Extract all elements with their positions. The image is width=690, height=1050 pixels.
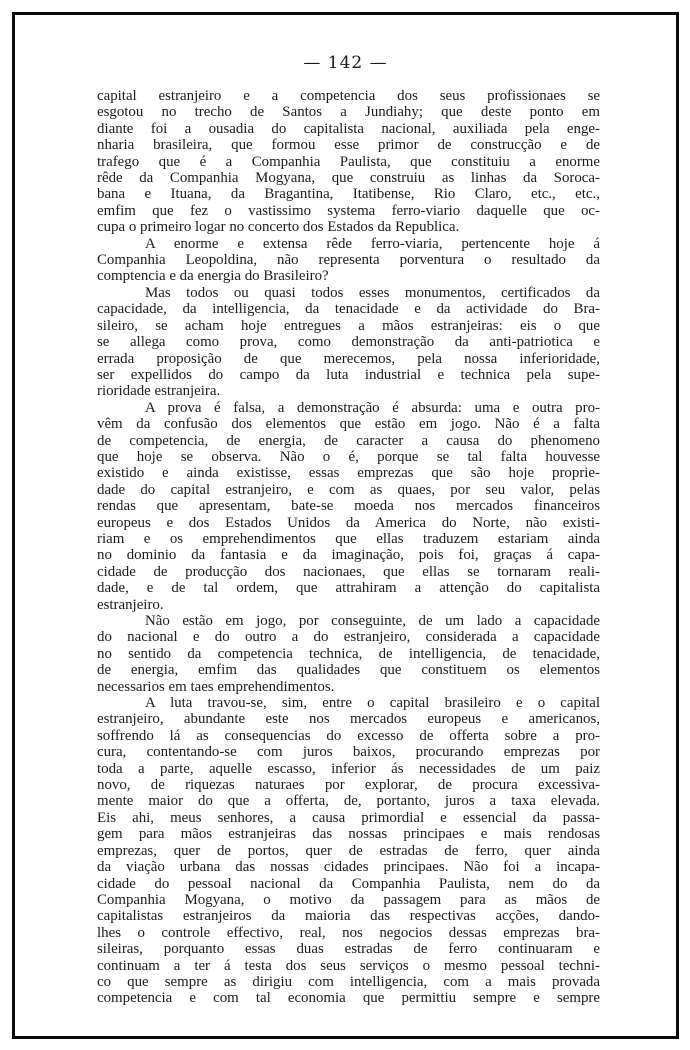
paragraph bbox=[97, 400, 600, 613]
paragraph bbox=[97, 613, 600, 695]
text-line: novo, de riquezas naturaes por explorar, de procura excessiva- bbox=[97, 777, 600, 794]
text-line: esgotou no trecho de Santos a Jundiahy; que deste ponto em bbox=[97, 104, 600, 121]
text-line: ser expellidos do campo da luta industrial e technica pela supe- bbox=[97, 366, 600, 383]
text-line: riam e os emprehendimentos que ellas traduzem estariam ainda bbox=[97, 530, 600, 547]
text-line: rêde da Companhia Mogyana, que construiu as linhas da Soroca- bbox=[97, 170, 600, 187]
text-line: capital estranjeiro e a competencia dos seus profissionaes se bbox=[97, 88, 600, 104]
text-line: A prova é falsa, a demonstração é absurda: uma e outra pro- bbox=[145, 399, 600, 416]
text-line: soffrendo lá as consequencias do excesso de offerta sobre a pro- bbox=[97, 727, 600, 744]
text-line: errada proposição de que merecemos, pela nossa inferioridade, bbox=[97, 350, 600, 367]
text-line: da viação urbana das nossas cidades principaes. Não foi a incapa- bbox=[97, 859, 600, 876]
text-line: de energia, emfim das qualidades que constituem os elementos bbox=[97, 662, 600, 679]
text-line: A enorme e extensa rêde ferro-viaria, pertencente hoje á bbox=[145, 235, 600, 252]
text-line: dade, e de tal ordem, que attrahiram a attenção do capitalista bbox=[97, 580, 600, 597]
text-line: existido e ainda existisse, essas emprezas que são hoje proprie- bbox=[97, 465, 600, 482]
text-line: estranjeiro, abundante este nos mercados europeus e americanos, bbox=[97, 711, 600, 728]
text-line: continuam a ter á testa dos seus serviços o mesmo pessoal techni- bbox=[97, 957, 600, 974]
text-line: Eis ahi, meus senhores, a causa primordial e essencial da passa- bbox=[97, 809, 600, 826]
text-line: capacidade, da intelligencia, da tenacidade e da actividade do Bra- bbox=[97, 301, 600, 318]
text-line: cidade do pessoal nacional da Companhia Paulista, nem do da bbox=[97, 875, 600, 892]
text-line: dade do capital estranjeiro, e com as quaes, por seu valor, pelas bbox=[97, 481, 600, 498]
text-line: sileiro, se acham hoje entregues a mãos estranjeiras: eis o que bbox=[97, 317, 600, 334]
text-line: Companhia Leopoldina, não representa porventura o resultado da bbox=[97, 252, 600, 269]
paragraph bbox=[97, 695, 600, 1007]
text-line: cidade de producção dos nacionaes, que ellas se tornaram reali- bbox=[97, 563, 600, 580]
body-text bbox=[97, 88, 600, 1007]
text-line: diante foi a ousadia do capitalista nacional, auxiliada pela enge- bbox=[97, 120, 600, 137]
text-line: gem para mãos estranjeiras das nossas principaes e mais rendosas bbox=[97, 826, 600, 843]
text-line: vêm da confusão dos elementos que estão em jogo. Não é a falta bbox=[97, 416, 600, 433]
text-line: necessarios em taes emprehendimentos. bbox=[97, 678, 335, 695]
paragraph bbox=[97, 236, 600, 285]
text-line: cura, contentando-se com juros baixos, procurando emprezas por bbox=[97, 744, 600, 761]
text-line: europeus e dos Estados Unidos da America do Norte, não existi- bbox=[97, 514, 600, 531]
text-line: nharia brasileira, que formou esse primor de construcção e de bbox=[97, 137, 600, 154]
text-line: toda a parte, aquelle escasso, inferior ás necessidades de um paiz bbox=[97, 760, 600, 777]
text-line: Não estão em jogo, por conseguinte, de um lado a capacidade bbox=[145, 613, 600, 629]
text-line: rioridade estranjeira. bbox=[97, 383, 221, 400]
text-line: A luta travou-se, sim, entre o capital brasileiro e o capital bbox=[145, 695, 600, 712]
text-line: sileiras, porquanto essas duas estradas de ferro continuaram e bbox=[97, 941, 600, 958]
text-line: rendas que apresentam, bate-se moeda nos mercados financeiros bbox=[97, 498, 600, 515]
text-line: emfim que fez o vastissimo systema ferro-viario daquelle que oc- bbox=[97, 202, 600, 219]
page-frame bbox=[12, 12, 679, 1039]
text-line: Mas todos ou quasi todos esses monumentos, certificados da bbox=[145, 284, 600, 301]
text-line: trafego que é a Companhia Paulista, que constituiu a enorme bbox=[97, 153, 600, 170]
text-line: no dominio da fantasia e da imaginação, pois foi, graças á capa- bbox=[97, 547, 600, 564]
text-line: emprezas, quer de portos, quer de estradas de ferro, quer ainda bbox=[97, 842, 600, 859]
text-line: mente maior do que a offerta, de, portanto, juros a taxa elevada. bbox=[97, 793, 600, 810]
page-number: — 142 — bbox=[303, 53, 388, 73]
paragraph bbox=[97, 88, 600, 236]
text-line: Companhia Mogyana, o motivo da passagem para as mãos de bbox=[97, 891, 600, 908]
text-line: do nacional e do outro a do estranjeiro, considerada a capacidade bbox=[97, 629, 600, 646]
text-line: que hoje se observa. Não o é, porque se tal falta houvesse bbox=[97, 448, 600, 465]
text-line: estranjeiro. bbox=[97, 596, 164, 613]
text-line: no sentido da competencia technica, de intelligencia, de tenacidade, bbox=[97, 645, 600, 662]
text-line: capitalistas estranjeiros da maioria das respectivas acções, dando- bbox=[97, 908, 600, 925]
paragraph bbox=[97, 285, 600, 400]
text-line: lhes o controle effectivo, real, nos negocios dessas emprezas bra- bbox=[97, 924, 600, 941]
text-line: competencia e com tal economia que permittiu sempre e sempre bbox=[97, 990, 600, 1007]
text-line: se allega como prova, como demonstração da anti-patriotica e bbox=[97, 334, 600, 351]
text-line: co que sempre as dirigiu com intelligencia, com a mais provada bbox=[97, 973, 600, 990]
text-line: bana e Ituana, da Bragantina, Itatibense, Rio Claro, etc., etc., bbox=[97, 186, 600, 203]
text-line: comptencia e da energia do Brasileiro? bbox=[97, 268, 329, 285]
text-line: cupa o primeiro logar no concerto dos Estados da Republica. bbox=[97, 219, 460, 236]
text-line: de competencia, de energia, de caracter a causa do phenomeno bbox=[97, 432, 600, 449]
